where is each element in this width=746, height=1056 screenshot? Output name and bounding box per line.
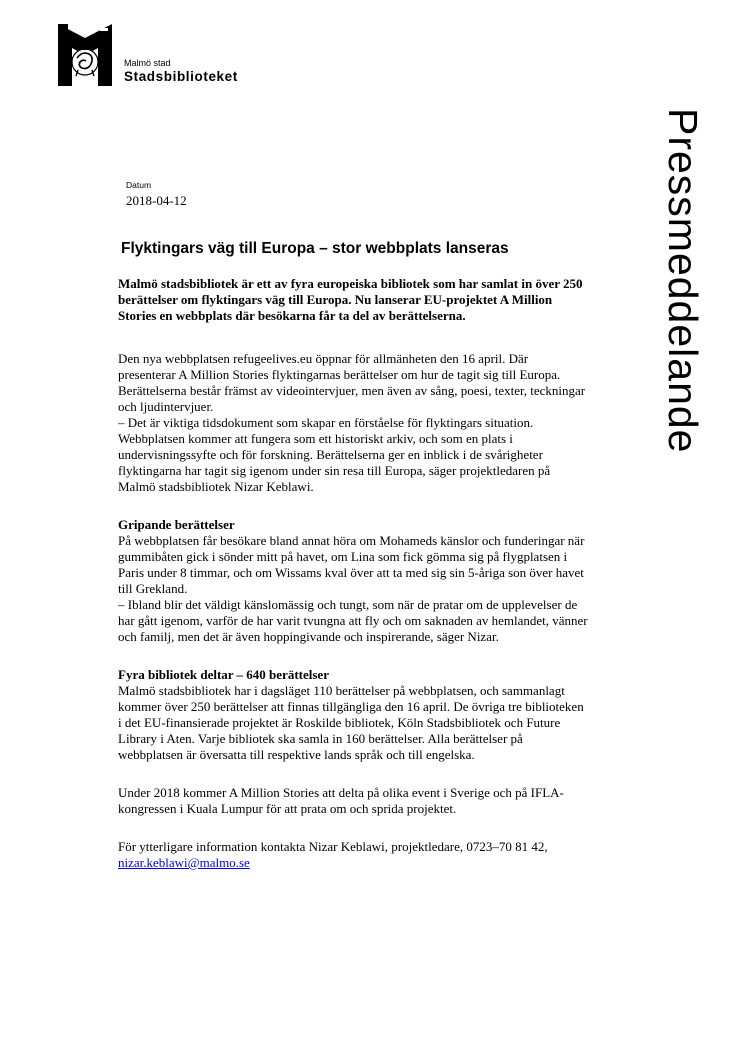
- intro-paragraph-2: – Det är viktiga tidsdokument som skapar en förståelse för flyktingars situation. Webbplatsen kommer att fungera som ett historiskt arkiv, och som en plats i undervisningssyfte och för forskning. Berättelserna ger en inblick i de svårigheter flyktingarna har tagit sig igenom under sin resa till Europa, säger projektledaren på Malmö stadsbibliotek Nizar Keblawi.: [118, 415, 551, 494]
- section-paragraph: – Ibland blir det väldigt känslomässig och tungt, som när de pratar om de upplevelser de har gått igenom, varför de har varit tvungna att fly och om saknaden av hemlandet, vänner och familj, men det är även hoppingivande och inspirerande, säger Nizar.: [118, 597, 588, 644]
- section-heading: Gripande berättelser: [118, 517, 235, 532]
- ingress-paragraph: Malmö stadsbibliotek är ett av fyra europeiska bibliotek som har samlat in över 250 berättelser om flyktingars väg till Europa. Nu lanserar EU-projektet A Million Stories en webbplats där besökarna får ta del av berättelserna.: [118, 276, 583, 323]
- intro-section: [118, 351, 588, 495]
- contact-email-link[interactable]: nizar.keblawi@malmo.se: [118, 855, 250, 870]
- section-gripande: [118, 517, 588, 645]
- organization-name: [124, 58, 238, 85]
- section-heading: Fyra bibliotek deltar – 640 berättelser: [118, 667, 329, 682]
- date-label: Datum: [126, 180, 152, 190]
- section-fyra-bibliotek: [118, 667, 588, 763]
- intro-paragraph-1: Den nya webbplatsen refugeelives.eu öppnar för allmänheten den 16 april. Där presenterar A Million Stories flyktingarnas berättelser om hur de tagit sig till Europa. Berättelserna består främst av videointervjuer, men även av sång, poesi, texter, teckningar och ljudintervjuer.: [118, 351, 586, 414]
- malmo-griffin-logo-icon: [58, 24, 112, 86]
- events-paragraph: Under 2018 kommer A Million Stories att delta på olika event i Sverige och på IFLA-kongressen i Kuala Lumpur för att prata om och sprida projektet.: [118, 785, 564, 816]
- date-value: 2018-04-12: [126, 193, 187, 208]
- page-title: Flyktingars väg till Europa – stor webbplats lanseras: [121, 240, 509, 257]
- article-body: [118, 276, 588, 871]
- org-name-label: Stadsbiblioteket: [124, 69, 238, 84]
- contact-text: För ytterligare information kontakta Nizar Keblawi, projektledare, 0723–70 81 42,: [118, 839, 548, 854]
- section-paragraph: På webbplatsen får besökare bland annat höra om Mohameds känslor och funderingar när gummibåten gick i sönder mitt på havet, om Lina som fick gömma sig på flygplatsen i Paris under 8 timmar, och om Wissams kval över att ta med sig sin 5-åriga son över havet till Grekland.: [118, 533, 585, 596]
- contact-paragraph: [118, 839, 588, 871]
- pressmeddelande-side-label: Pressmeddelande: [660, 108, 706, 454]
- section-paragraph: Malmö stadsbibliotek har i dagsläget 110 berättelser på webbplatsen, och sammanlagt kommer över 250 berättelser att finnas tillgängliga den 16 april. De övriga tre biblioteken i det EU-finansierade projektet är Roskilde bibliotek, Köln Stadsbibliotek och Future Library i Aten. Varje bibliotek ska samla in 160 berättelser. Alla berättelser på webbplatsen är översatta till respektive lands språk och till engelska.: [118, 683, 584, 762]
- org-small-label: Malmö stad: [124, 58, 171, 68]
